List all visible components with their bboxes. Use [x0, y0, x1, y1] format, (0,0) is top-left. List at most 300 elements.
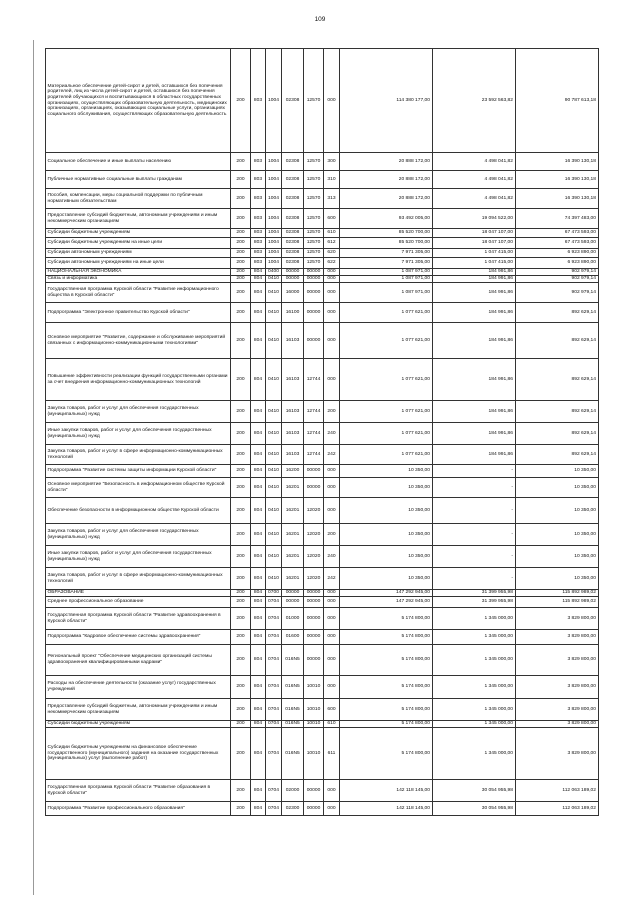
- table-row: [46, 209, 599, 229]
- row-executed-amount: -: [433, 478, 516, 498]
- row-subsection-code: 1004: [266, 209, 282, 229]
- row-name: Закупка товаров, работ и услуг в сфере информационно-коммуникационных технологий: [46, 568, 231, 590]
- table-row: [46, 728, 599, 780]
- row-target-direction-code: 00000: [304, 590, 324, 597]
- row-executed-amount: 1 345 000,00: [433, 645, 516, 676]
- row-expense-type-code: 622: [324, 258, 340, 269]
- row-name: Закупка товаров, работ и услуг в сфере информационно-коммуникационных технологий: [46, 445, 231, 465]
- row-expense-type-code: 200: [324, 524, 340, 546]
- row-target-article-code: 02308: [282, 153, 304, 171]
- row-name: Подпрограмма "Развитие системы защиты информации Курской области": [46, 465, 231, 478]
- row-remaining-amount: 115 892 989,02: [516, 597, 599, 608]
- row-executed-amount: 1 345 000,00: [433, 608, 516, 630]
- row-section-code: 804: [251, 590, 266, 597]
- row-approved-amount: 142 118 145,00: [340, 802, 433, 816]
- row-target-article-code: 016N5: [282, 728, 304, 780]
- row-expense-type-code: 242: [324, 445, 340, 465]
- row-remaining-amount: 16 390 130,18: [516, 171, 599, 189]
- row-executed-amount: 1 047 415,00: [433, 249, 516, 258]
- row-grbs-code: 200: [231, 258, 251, 269]
- table-row: [46, 498, 599, 524]
- row-name: Предоставление субсидий бюджетным, автономным учреждениям и иным некоммерческим организациям: [46, 699, 231, 721]
- row-subsection-code: 1004: [266, 189, 282, 209]
- row-section-code: 804: [251, 608, 266, 630]
- row-expense-type-code: 000: [324, 802, 340, 816]
- row-expense-type-code: 000: [324, 590, 340, 597]
- row-name: Субсидии автономным учреждениям на иные цели: [46, 258, 231, 269]
- row-section-code: 804: [251, 423, 266, 445]
- row-expense-type-code: 000: [324, 608, 340, 630]
- row-target-direction-code: 12744: [304, 359, 324, 401]
- row-expense-type-code: 310: [324, 171, 340, 189]
- row-approved-amount: 1 077 621,00: [340, 359, 433, 401]
- row-expense-type-code: 000: [324, 323, 340, 359]
- row-remaining-amount: 6 923 890,00: [516, 258, 599, 269]
- row-subsection-code: 0704: [266, 780, 282, 802]
- row-grbs-code: 200: [231, 283, 251, 303]
- table-row: [46, 269, 599, 276]
- row-target-direction-code: 12570: [304, 258, 324, 269]
- row-executed-amount: 1 345 000,00: [433, 728, 516, 780]
- row-approved-amount: 142 118 145,00: [340, 780, 433, 802]
- row-expense-type-code: 313: [324, 189, 340, 209]
- row-name: Государственная программа Курской области "Развитие информационного общества в Курской области": [46, 283, 231, 303]
- row-grbs-code: 200: [231, 171, 251, 189]
- row-remaining-amount: 112 063 189,02: [516, 780, 599, 802]
- row-name: Иные закупки товаров, работ и услуг для обеспечения государственных (муниципальных) нужд: [46, 423, 231, 445]
- row-approved-amount: 114 380 177,00: [340, 49, 433, 153]
- row-remaining-amount: 10 350,00: [516, 498, 599, 524]
- row-executed-amount: 4 498 041,82: [433, 189, 516, 209]
- row-section-code: 804: [251, 401, 266, 423]
- row-target-article-code: 02308: [282, 49, 304, 153]
- row-subsection-code: 0410: [266, 423, 282, 445]
- row-approved-amount: 20 888 172,00: [340, 171, 433, 189]
- row-target-direction-code: 12744: [304, 445, 324, 465]
- row-grbs-code: 200: [231, 590, 251, 597]
- row-executed-amount: 30 054 955,98: [433, 802, 516, 816]
- row-remaining-amount: 90 787 613,18: [516, 49, 599, 153]
- row-name: Пособия, компенсации, меры социальной поддержки по публичным нормативным обязательствам: [46, 189, 231, 209]
- row-section-code: 803: [251, 229, 266, 238]
- row-subsection-code: 0410: [266, 478, 282, 498]
- row-grbs-code: 200: [231, 568, 251, 590]
- row-section-code: 804: [251, 780, 266, 802]
- row-subsection-code: 0410: [266, 401, 282, 423]
- row-subsection-code: 1004: [266, 49, 282, 153]
- row-remaining-amount: 892 629,14: [516, 359, 599, 401]
- row-name: Субсидии бюджетным учреждениям: [46, 229, 231, 238]
- row-grbs-code: 200: [231, 465, 251, 478]
- row-expense-type-code: 000: [324, 276, 340, 283]
- row-expense-type-code: 000: [324, 630, 340, 645]
- row-grbs-code: 200: [231, 699, 251, 721]
- row-target-article-code: 02308: [282, 258, 304, 269]
- row-target-article-code: 16201: [282, 478, 304, 498]
- row-executed-amount: 184 991,86: [433, 323, 516, 359]
- row-executed-amount: 30 054 955,98: [433, 780, 516, 802]
- row-section-code: 804: [251, 269, 266, 276]
- row-target-article-code: 16000: [282, 283, 304, 303]
- row-target-direction-code: 00000: [304, 478, 324, 498]
- row-expense-type-code: 200: [324, 401, 340, 423]
- row-executed-amount: 184 991,86: [433, 303, 516, 323]
- row-executed-amount: -: [433, 465, 516, 478]
- row-executed-amount: 184 991,86: [433, 269, 516, 276]
- row-approved-amount: 10 350,00: [340, 478, 433, 498]
- row-subsection-code: 0700: [266, 590, 282, 597]
- budget-table: [45, 48, 599, 816]
- row-section-code: 804: [251, 524, 266, 546]
- row-grbs-code: 200: [231, 269, 251, 276]
- row-subsection-code: 1004: [266, 238, 282, 249]
- row-name: Субсидии бюджетным учреждениям на иные цели: [46, 238, 231, 249]
- row-name: ОБРАЗОВАНИЕ: [46, 590, 231, 597]
- row-approved-amount: 1 077 621,00: [340, 401, 433, 423]
- row-grbs-code: 200: [231, 728, 251, 780]
- row-approved-amount: 5 174 800,00: [340, 630, 433, 645]
- row-target-article-code: 16103: [282, 401, 304, 423]
- row-subsection-code: 0410: [266, 283, 282, 303]
- row-target-article-code: 02300: [282, 802, 304, 816]
- row-name: Социальное обеспечение и иные выплаты населению: [46, 153, 231, 171]
- row-name: Повышение эффективности реализации функций государственными органами за счет внедрения информационно-коммуникационных технологий: [46, 359, 231, 401]
- row-remaining-amount: 892 629,14: [516, 303, 599, 323]
- row-name: Подпрограмма "Развитие профессионального образования": [46, 802, 231, 816]
- row-subsection-code: 0400: [266, 269, 282, 276]
- row-target-direction-code: 12570: [304, 189, 324, 209]
- row-expense-type-code: 000: [324, 465, 340, 478]
- table-row: [46, 608, 599, 630]
- page-number: 109: [314, 16, 326, 23]
- row-executed-amount: 184 991,86: [433, 359, 516, 401]
- row-target-direction-code: 00000: [304, 283, 324, 303]
- row-approved-amount: 20 888 172,00: [340, 189, 433, 209]
- row-grbs-code: 200: [231, 249, 251, 258]
- row-approved-amount: 5 174 800,00: [340, 699, 433, 721]
- row-section-code: 803: [251, 189, 266, 209]
- row-expense-type-code: 612: [324, 238, 340, 249]
- row-name: Связь и информатика: [46, 276, 231, 283]
- row-target-article-code: 00000: [282, 276, 304, 283]
- row-target-direction-code: 00000: [304, 780, 324, 802]
- row-grbs-code: 200: [231, 630, 251, 645]
- row-subsection-code: 0410: [266, 498, 282, 524]
- row-grbs-code: 200: [231, 189, 251, 209]
- row-section-code: 804: [251, 645, 266, 676]
- row-grbs-code: 200: [231, 49, 251, 153]
- row-target-article-code: 02308: [282, 209, 304, 229]
- row-target-article-code: 16201: [282, 568, 304, 590]
- row-target-direction-code: 12570: [304, 229, 324, 238]
- row-name: Основное мероприятие "Развитие, содержание и обслуживание мероприятий связанных с информационно-коммуникационными технологиями": [46, 323, 231, 359]
- row-target-article-code: 02308: [282, 229, 304, 238]
- row-approved-amount: 85 520 700,00: [340, 229, 433, 238]
- row-section-code: 803: [251, 258, 266, 269]
- row-grbs-code: 200: [231, 423, 251, 445]
- row-name: Иные закупки товаров, работ и услуг для обеспечения государственных (муниципальных) нужд: [46, 546, 231, 568]
- row-section-code: 804: [251, 303, 266, 323]
- row-target-article-code: 16103: [282, 323, 304, 359]
- row-approved-amount: 147 292 945,00: [340, 590, 433, 597]
- row-remaining-amount: 67 473 593,00: [516, 238, 599, 249]
- row-grbs-code: 200: [231, 153, 251, 171]
- row-target-article-code: 16100: [282, 303, 304, 323]
- row-name: Региональный проект "Обеспечение медицинских организаций системы здравоохранения квалифицированными кадрами": [46, 645, 231, 676]
- row-subsection-code: 0410: [266, 465, 282, 478]
- row-target-direction-code: 00000: [304, 802, 324, 816]
- table-row: [46, 568, 599, 590]
- row-section-code: 803: [251, 209, 266, 229]
- row-expense-type-code: 240: [324, 423, 340, 445]
- row-remaining-amount: 10 350,00: [516, 546, 599, 568]
- row-target-direction-code: 00000: [304, 597, 324, 608]
- row-remaining-amount: 3 829 800,00: [516, 721, 599, 728]
- row-section-code: 803: [251, 49, 266, 153]
- row-expense-type-code: 242: [324, 568, 340, 590]
- table-row: [46, 802, 599, 816]
- table-row: [46, 258, 599, 269]
- table-row: [46, 630, 599, 645]
- row-subsection-code: 0410: [266, 359, 282, 401]
- row-grbs-code: 200: [231, 229, 251, 238]
- row-name: Основное мероприятие "Безопасность в информационном обществе Курской области": [46, 478, 231, 498]
- row-subsection-code: 0410: [266, 276, 282, 283]
- row-remaining-amount: 3 829 800,00: [516, 676, 599, 699]
- row-executed-amount: -: [433, 546, 516, 568]
- row-target-article-code: 16201: [282, 498, 304, 524]
- row-target-direction-code: 12020: [304, 498, 324, 524]
- row-remaining-amount: 892 629,14: [516, 323, 599, 359]
- row-target-direction-code: 12570: [304, 209, 324, 229]
- row-approved-amount: 7 971 305,00: [340, 249, 433, 258]
- row-remaining-amount: 67 473 593,00: [516, 229, 599, 238]
- row-remaining-amount: 16 390 130,18: [516, 189, 599, 209]
- row-expense-type-code: 000: [324, 676, 340, 699]
- row-target-direction-code: 10010: [304, 699, 324, 721]
- row-grbs-code: 200: [231, 608, 251, 630]
- row-section-code: 804: [251, 445, 266, 465]
- row-approved-amount: 7 971 305,00: [340, 258, 433, 269]
- row-target-direction-code: 12570: [304, 249, 324, 258]
- row-subsection-code: 0410: [266, 445, 282, 465]
- row-section-code: 804: [251, 283, 266, 303]
- row-target-direction-code: 12570: [304, 171, 324, 189]
- row-name: Обеспечение безопасности в информационном обществе Курской области: [46, 498, 231, 524]
- table-row: [46, 171, 599, 189]
- row-approved-amount: 1 077 621,00: [340, 303, 433, 323]
- row-target-direction-code: 00000: [304, 269, 324, 276]
- row-expense-type-code: 000: [324, 645, 340, 676]
- row-remaining-amount: 3 829 800,00: [516, 645, 599, 676]
- row-section-code: 804: [251, 728, 266, 780]
- row-executed-amount: 4 498 041,82: [433, 171, 516, 189]
- row-expense-type-code: 610: [324, 229, 340, 238]
- row-target-direction-code: 00000: [304, 645, 324, 676]
- row-approved-amount: 5 174 800,00: [340, 645, 433, 676]
- row-section-code: 804: [251, 276, 266, 283]
- row-executed-amount: 23 592 563,82: [433, 49, 516, 153]
- row-executed-amount: -: [433, 524, 516, 546]
- row-executed-amount: 184 991,86: [433, 283, 516, 303]
- row-grbs-code: 200: [231, 323, 251, 359]
- row-subsection-code: 0704: [266, 645, 282, 676]
- row-executed-amount: -: [433, 568, 516, 590]
- row-target-article-code: 00000: [282, 590, 304, 597]
- row-target-article-code: 16103: [282, 423, 304, 445]
- table-row: [46, 721, 599, 728]
- table-row: [46, 323, 599, 359]
- row-expense-type-code: 610: [324, 721, 340, 728]
- row-section-code: 804: [251, 676, 266, 699]
- row-approved-amount: 5 174 800,00: [340, 728, 433, 780]
- table-row: [46, 699, 599, 721]
- row-target-article-code: 16103: [282, 359, 304, 401]
- row-remaining-amount: 16 390 130,18: [516, 153, 599, 171]
- row-expense-type-code: 300: [324, 153, 340, 171]
- table-row: [46, 249, 599, 258]
- row-section-code: 804: [251, 478, 266, 498]
- row-grbs-code: 200: [231, 524, 251, 546]
- row-expense-type-code: 000: [324, 283, 340, 303]
- row-name: Расходы на обеспечение деятельности (оказание услуг) государственных учреждений: [46, 676, 231, 699]
- row-target-direction-code: 00000: [304, 630, 324, 645]
- row-remaining-amount: 3 829 800,00: [516, 728, 599, 780]
- row-section-code: 804: [251, 630, 266, 645]
- row-approved-amount: 147 292 945,00: [340, 597, 433, 608]
- table-row: [46, 238, 599, 249]
- row-section-code: 804: [251, 568, 266, 590]
- row-remaining-amount: 902 979,14: [516, 276, 599, 283]
- table-row: [46, 276, 599, 283]
- table-row: [46, 401, 599, 423]
- table-row: [46, 229, 599, 238]
- row-name: Закупка товаров, работ и услуг для обеспечения государственных (муниципальных) нужд: [46, 524, 231, 546]
- row-remaining-amount: 10 350,00: [516, 524, 599, 546]
- row-executed-amount: 19 094 522,00: [433, 209, 516, 229]
- row-remaining-amount: 902 979,14: [516, 269, 599, 276]
- row-executed-amount: 4 498 041,82: [433, 153, 516, 171]
- row-remaining-amount: 892 629,14: [516, 401, 599, 423]
- row-subsection-code: 0704: [266, 608, 282, 630]
- row-subsection-code: 0704: [266, 676, 282, 699]
- row-target-article-code: 16201: [282, 546, 304, 568]
- row-remaining-amount: 10 350,00: [516, 568, 599, 590]
- row-subsection-code: 1004: [266, 249, 282, 258]
- row-approved-amount: 1 087 971,00: [340, 276, 433, 283]
- table-row: [46, 524, 599, 546]
- row-target-direction-code: 12570: [304, 49, 324, 153]
- row-expense-type-code: 000: [324, 303, 340, 323]
- row-expense-type-code: 000: [324, 49, 340, 153]
- table-row: [46, 423, 599, 445]
- row-section-code: 804: [251, 546, 266, 568]
- row-approved-amount: 93 492 005,00: [340, 209, 433, 229]
- row-approved-amount: 5 174 800,00: [340, 721, 433, 728]
- row-approved-amount: 5 174 800,00: [340, 608, 433, 630]
- row-approved-amount: 20 888 172,00: [340, 153, 433, 171]
- row-grbs-code: 200: [231, 721, 251, 728]
- row-name: Субсидии бюджетным учреждениям: [46, 721, 231, 728]
- table-row: [46, 49, 599, 153]
- row-expense-type-code: 620: [324, 249, 340, 258]
- row-name: Подпрограмма "Электронное правительство Курской области": [46, 303, 231, 323]
- row-target-direction-code: 10010: [304, 728, 324, 780]
- row-target-article-code: 02308: [282, 249, 304, 258]
- row-target-direction-code: 12020: [304, 524, 324, 546]
- table-row: [46, 645, 599, 676]
- row-target-direction-code: 00000: [304, 303, 324, 323]
- row-approved-amount: 10 350,00: [340, 524, 433, 546]
- row-section-code: 804: [251, 802, 266, 816]
- row-grbs-code: 200: [231, 303, 251, 323]
- row-name: НАЦИОНАЛЬНАЯ ЭКОНОМИКА: [46, 269, 231, 276]
- row-target-direction-code: 10010: [304, 676, 324, 699]
- row-target-direction-code: 00000: [304, 276, 324, 283]
- row-remaining-amount: 10 350,00: [516, 465, 599, 478]
- row-section-code: 803: [251, 153, 266, 171]
- row-grbs-code: 200: [231, 676, 251, 699]
- row-target-article-code: 02000: [282, 780, 304, 802]
- row-subsection-code: 0704: [266, 630, 282, 645]
- row-subsection-code: 0704: [266, 699, 282, 721]
- table-row: [46, 283, 599, 303]
- table-row: [46, 590, 599, 597]
- row-name: Предоставление субсидий бюджетным, автономным учреждениям и иным некоммерческим организациям: [46, 209, 231, 229]
- row-target-article-code: 02308: [282, 238, 304, 249]
- row-subsection-code: 0410: [266, 568, 282, 590]
- row-approved-amount: 10 350,00: [340, 498, 433, 524]
- row-remaining-amount: 10 350,00: [516, 478, 599, 498]
- row-target-article-code: 00000: [282, 269, 304, 276]
- row-executed-amount: 1 345 000,00: [433, 721, 516, 728]
- row-grbs-code: 200: [231, 546, 251, 568]
- budget-table-body: [46, 49, 599, 816]
- row-target-article-code: 02308: [282, 189, 304, 209]
- row-remaining-amount: 892 629,14: [516, 423, 599, 445]
- row-target-direction-code: 12570: [304, 153, 324, 171]
- row-executed-amount: 184 991,86: [433, 401, 516, 423]
- table-row: [46, 445, 599, 465]
- row-section-code: 803: [251, 249, 266, 258]
- row-grbs-code: 200: [231, 802, 251, 816]
- row-executed-amount: 184 991,86: [433, 276, 516, 283]
- row-target-direction-code: 12570: [304, 238, 324, 249]
- row-name: Государственная программа Курской области "Развитие образования в Курской области": [46, 780, 231, 802]
- table-row: [46, 478, 599, 498]
- row-expense-type-code: 240: [324, 546, 340, 568]
- row-subsection-code: 0410: [266, 323, 282, 359]
- row-name: Материальное обеспечение детей-сирот и детей, оставшихся без попечения родителей, лиц из числа детей-сирот и детей, оставшихся без попечения родителей обучающихся и воспитывающихся в областных государственных организациях, осуществляющих образовательную деятельность, медицинских организациях, организациях, оказывающих социальные услуги, организациях социального обслуживания, осуществляющих образовательную деятельность: [46, 49, 231, 153]
- row-grbs-code: 200: [231, 359, 251, 401]
- row-name: Подпрограмма "Кадровое обеспечение системы здравоохранения": [46, 630, 231, 645]
- row-subsection-code: 1004: [266, 171, 282, 189]
- row-target-article-code: 016N5: [282, 721, 304, 728]
- row-approved-amount: 10 350,00: [340, 568, 433, 590]
- row-remaining-amount: 112 063 189,02: [516, 802, 599, 816]
- row-name: Государственная программа Курской области "Развитие здравоохранения в Курской области": [46, 608, 231, 630]
- row-executed-amount: 18 047 107,00: [433, 238, 516, 249]
- row-section-code: 804: [251, 498, 266, 524]
- row-target-direction-code: 12020: [304, 568, 324, 590]
- row-grbs-code: 200: [231, 445, 251, 465]
- row-name: Субсидии автономным учреждениям: [46, 249, 231, 258]
- row-target-direction-code: 12744: [304, 401, 324, 423]
- row-grbs-code: 200: [231, 478, 251, 498]
- row-expense-type-code: 000: [324, 359, 340, 401]
- row-name: Закупка товаров, работ и услуг для обеспечения государственных (муниципальных) нужд: [46, 401, 231, 423]
- budget-table-wrapper: [45, 48, 598, 816]
